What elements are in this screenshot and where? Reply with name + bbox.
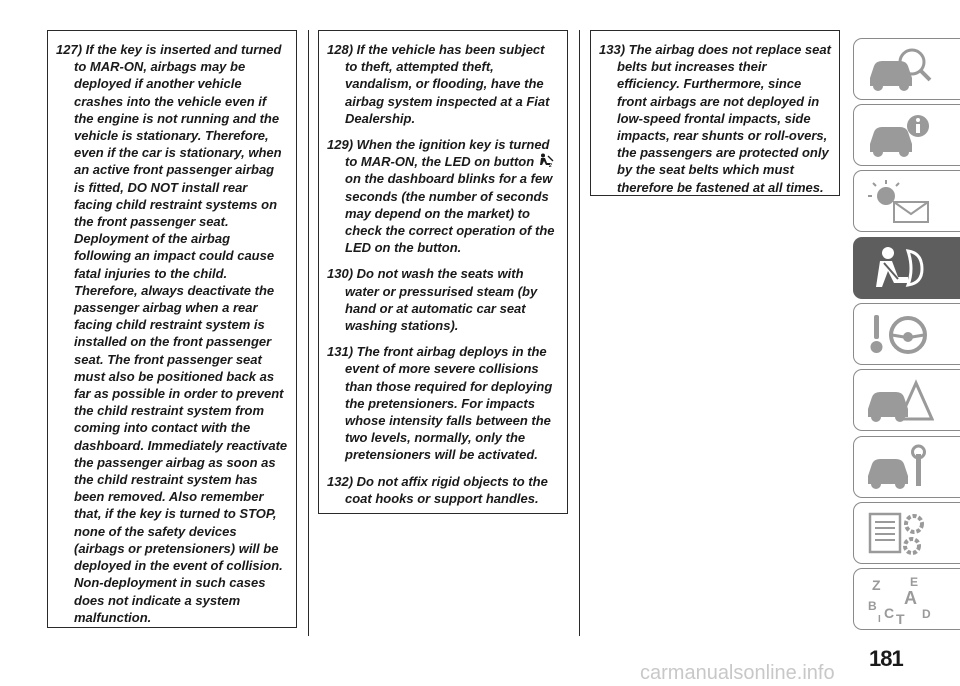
note-text: Do not wash the seats with water or pressurised steam (by hand or at automatic car seat washing stations). <box>345 266 538 334</box>
sidebar-tab-info[interactable] <box>853 104 960 166</box>
page-number: 181 <box>869 646 903 671</box>
note-text: The airbag does not replace seat belts but increases their efficiency. Furthermore, since front airbags are not deployed in low-speed frontal impacts, side impacts, rear shunts or roll-overs, the passengers are protected only by the seat belts which must therefore be fastened at all times. <box>617 42 831 195</box>
car-dashboard-icon <box>864 44 934 94</box>
column-divider <box>579 30 580 636</box>
car-maintenance-icon <box>864 442 934 492</box>
note-number: 132) <box>327 473 354 489</box>
sidebar-tab-technical-data[interactable] <box>853 502 960 564</box>
note-number: 130) <box>327 266 354 282</box>
car-emergency-icon <box>864 375 934 425</box>
note-127 <box>56 41 288 626</box>
sidebar-tab-starting-driving[interactable] <box>853 303 960 365</box>
technical-data-icon <box>864 508 934 558</box>
warning-light-message-icon <box>864 176 934 226</box>
note-text: If the key is inserted and turned to MAR-ON, airbags may be deployed if another vehicle crashes into the vehicle even if the engine is not running and the vehicle is stationary. Therefore, even if the car is stationary, when an active front passenger airbag is fitted, DO NOT install rear facing child restraint systems on the front passenger seat. Deployment of the airbag following an impact could cause fatal injuries to the child. Therefore, always deactivate the passenger airbag when a rear facing child restraint system is installed on the front passenger seat. The front passenger seat must also be positioned back as far as possible in order to prevent the child restraint system from coming into contact with the dashboard. Immediately reactivate the passenger airbag as soon as the child restraint system has been removed. Also remember that, if the key is turned to STOP, none of the safety devices (airbags or pretensioners) will be deployed in the event of collision. Non-deployment in such cases does not indicate a system malfunction. <box>74 42 288 625</box>
note-column-3 <box>590 30 840 196</box>
note-number: 127) <box>56 42 83 57</box>
note-column-2 <box>318 30 568 514</box>
note-text: When the ignition key is turned to MAR-ON, the LED on button <box>345 137 550 170</box>
index-letter: Z <box>872 577 881 593</box>
passenger-airbag-off-icon <box>538 153 554 167</box>
index-letter: E <box>910 575 919 589</box>
note-132 <box>327 473 559 507</box>
note-number: 133) <box>599 42 626 57</box>
key-steering-wheel-icon <box>864 309 934 359</box>
sidebar-tab-warning-lights[interactable] <box>853 170 960 232</box>
note-129 <box>327 136 559 256</box>
note-text: If the vehicle has been subject to theft, attempted theft, vandalism, or flooding, have the airbag system inspected at a Fiat Dealership. <box>345 42 550 126</box>
note-text: on the dashboard blinks for a few seconds (the number of seconds may depend on the market) to check the correct operation of the LED on the button. <box>345 171 555 256</box>
note-130 <box>327 265 559 334</box>
svg-text:2: 2 <box>548 163 552 168</box>
index-letter: C <box>884 605 895 621</box>
note-text: The front airbag deploys in the event of more severe collisions than those required for deploying the pretensioners. For impacts whose intensity falls between the two levels, normally, only the pretensioners will be activated. <box>345 344 553 463</box>
index-letter: B <box>868 599 877 613</box>
seat-airbag-icon <box>864 243 934 293</box>
car-info-icon <box>864 110 934 160</box>
alphabetical-index-icon <box>864 574 934 624</box>
note-number: 128) <box>327 42 354 57</box>
sidebar-tab-dashboard[interactable] <box>853 38 960 100</box>
note-128 <box>327 41 559 127</box>
note-number: 129) <box>327 137 354 153</box>
sidebar-tab-maintenance[interactable] <box>853 436 960 498</box>
sidebar-tab-emergency[interactable] <box>853 369 960 431</box>
watermark: carmanualsonline.info <box>640 662 835 684</box>
note-column-1 <box>47 30 297 628</box>
sidebar-tab-safety[interactable] <box>853 237 960 299</box>
column-divider <box>308 30 309 636</box>
note-number: 131) <box>327 344 354 360</box>
note-133 <box>599 41 831 196</box>
note-131 <box>327 343 559 463</box>
note-text: Do not affix rigid objects to the coat hooks or support handles. <box>345 473 548 506</box>
index-letter: T <box>896 611 905 624</box>
index-letter: I <box>878 614 881 624</box>
index-letter: A <box>904 588 917 608</box>
sidebar-tab-index[interactable] <box>853 568 960 630</box>
index-letter: D <box>922 607 931 621</box>
